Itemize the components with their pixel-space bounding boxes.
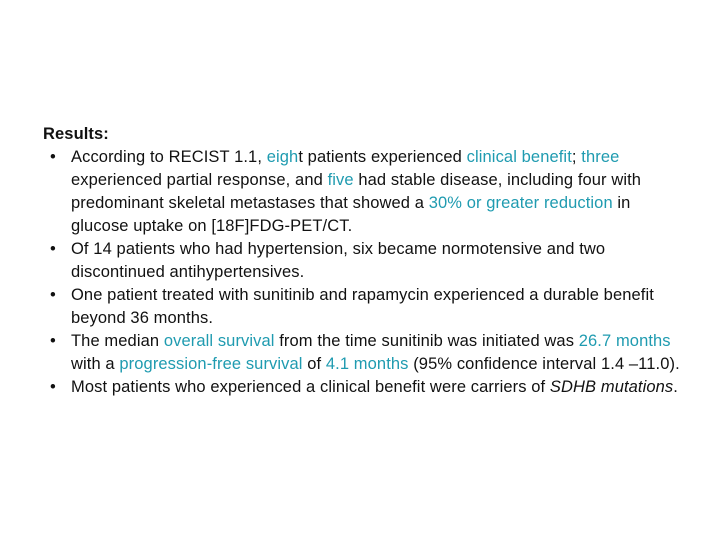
text-segment: Most patients who experienced a clinical benefit were carriers of [71, 378, 550, 396]
highlighted-term: 26.7 months [578, 332, 671, 350]
text-segment: experienced partial response, and [71, 171, 328, 189]
highlighted-term: overall survival [163, 332, 275, 350]
text-segment: . [673, 378, 678, 396]
highlighted-term: three [581, 148, 620, 166]
text-segment: One patient treated with sunitinib and rapamycin experienced a durable benefit beyond 36 months. [71, 286, 654, 327]
results-text-block [43, 123, 683, 399]
highlighted-term: 30% or greater reduction [428, 194, 613, 212]
text-segment: t patients experienced [298, 148, 467, 166]
highlighted-term: clinical benefit [466, 148, 572, 166]
highlighted-term: 4.1 months [325, 355, 409, 373]
bullet-icon: • [50, 286, 56, 304]
text-segment: from the time sunitinib was initiated was [274, 332, 579, 350]
result-item [43, 238, 683, 284]
bullet-icon: • [50, 148, 56, 166]
bullet-icon: • [50, 378, 56, 396]
highlighted-term: eigh [266, 148, 299, 166]
bullet-icon: • [50, 240, 56, 258]
results-bullet-list [43, 146, 683, 399]
text-segment: of [302, 355, 326, 373]
result-item [43, 284, 683, 330]
text-segment: (95% confidence interval 1.4 –11.0). [408, 355, 680, 373]
result-item [43, 146, 683, 238]
text-segment: ; [571, 148, 582, 166]
text-segment: According to RECIST 1.1, [71, 148, 267, 166]
text-segment: with a [71, 355, 120, 373]
highlighted-term: five [327, 171, 354, 189]
text-segment: in glucose uptake on [18F]FDG-PET/CT. [71, 194, 631, 235]
text-segment: Of 14 patients who had hypertension, six became normotensive and two discontinued antihypertensives. [71, 240, 606, 281]
text-segment: had stable disease, including four with predominant skeletal metastases that showed a [71, 171, 642, 212]
result-item [43, 330, 683, 376]
text-segment: The median [71, 332, 164, 350]
result-item [43, 376, 683, 399]
italic-term: SDHB mutations [549, 378, 674, 396]
bullet-icon: • [50, 332, 56, 350]
results-heading: Results: [43, 125, 109, 143]
highlighted-term: progression-free survival [119, 355, 303, 373]
